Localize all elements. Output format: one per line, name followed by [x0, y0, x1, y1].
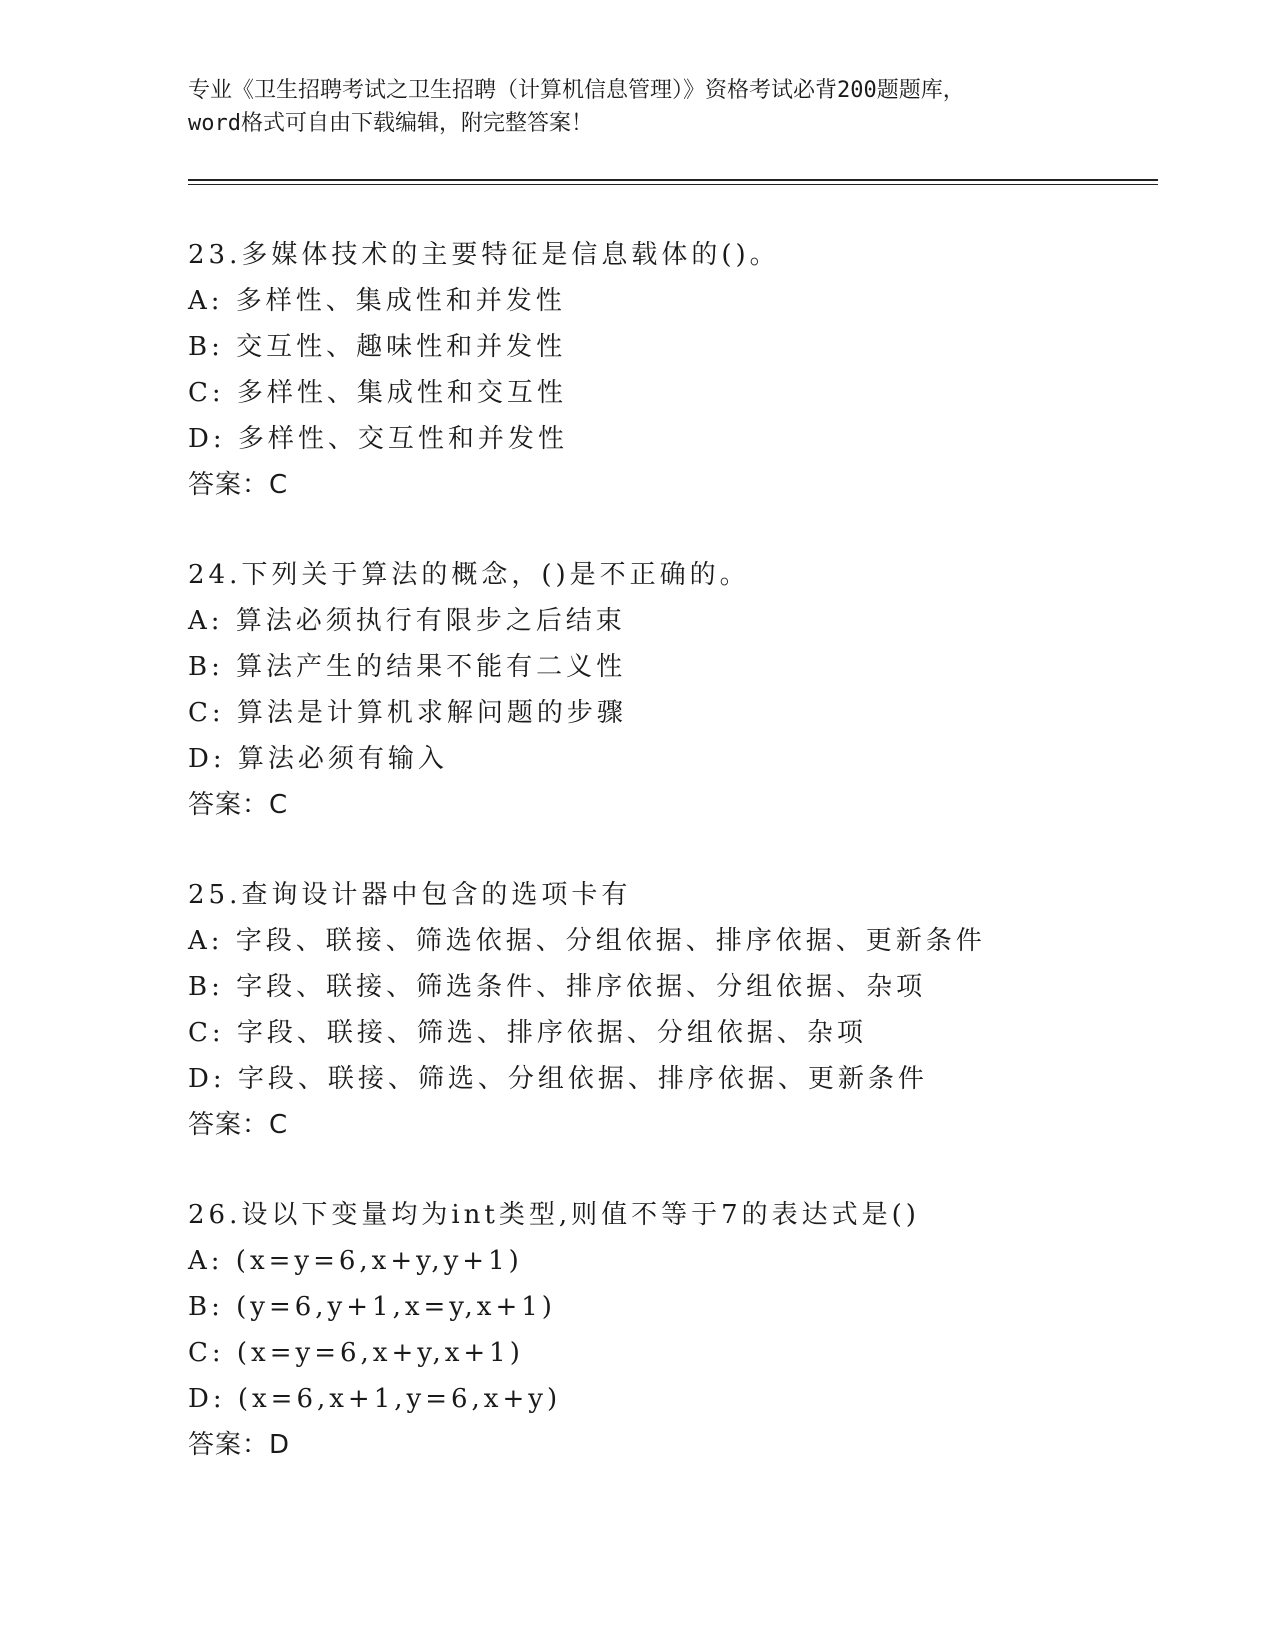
answer-text: 答案：C — [188, 1110, 289, 1140]
option-d: D: 字段、联接、筛选、分组依据、排序依据、更新条件 — [188, 1064, 928, 1094]
option-c: C: (x=y=6,x+y,x+1) — [188, 1338, 524, 1368]
header-title-line-2: word格式可自由下载编辑，附完整答案！ — [188, 111, 593, 136]
option-a: A: 算法必须执行有限步之后结束 — [188, 606, 626, 636]
question-stem: 24.下列关于算法的概念，()是不正确的。 — [188, 560, 750, 590]
option-b: B: 字段、联接、筛选条件、排序依据、分组依据、杂项 — [188, 972, 927, 1002]
option-d: D: 多样性、交互性和并发性 — [188, 424, 568, 454]
question-stem: 23.多媒体技术的主要特征是信息载体的()。 — [188, 240, 780, 270]
option-a: A: (x=y=6,x+y,y+1) — [188, 1246, 523, 1276]
answer-text: 答案：C — [188, 470, 289, 500]
header-title-line-1: 专业《卫生招聘考试之卫生招聘（计算机信息管理）》资格考试必背200题题库， — [188, 78, 965, 103]
option-d: D: 算法必须有输入 — [188, 744, 448, 774]
option-a: A: 字段、联接、筛选依据、分组依据、排序依据、更新条件 — [188, 926, 986, 956]
question-25 — [188, 872, 1188, 1192]
question-stem: 25.查询设计器中包含的选项卡有 — [188, 880, 632, 910]
question-26 — [188, 1192, 1188, 1512]
header-divider-thin — [188, 184, 1158, 185]
option-b: B: (y=6,y+1,x=y,x+1) — [188, 1292, 556, 1322]
option-b: B: 算法产生的结果不能有二义性 — [188, 652, 627, 682]
question-23 — [188, 232, 1188, 552]
option-c: C: 多样性、集成性和交互性 — [188, 378, 567, 408]
question-24 — [188, 552, 1188, 872]
answer-text: 答案：C — [188, 790, 289, 820]
option-a: A: 多样性、集成性和并发性 — [188, 286, 566, 316]
answer-text: 答案：D — [188, 1430, 291, 1460]
option-b: B: 交互性、趣味性和并发性 — [188, 332, 567, 362]
header-divider-thick — [188, 179, 1158, 181]
option-c: C: 字段、联接、筛选、排序依据、分组依据、杂项 — [188, 1018, 867, 1048]
question-stem: 26.设以下变量均为int类型,则值不等于7的表达式是() — [188, 1200, 920, 1230]
document-header — [188, 74, 1088, 140]
option-c: C: 算法是计算机求解问题的步骤 — [188, 698, 627, 728]
question-list — [188, 232, 1188, 1512]
option-d: D: (x=6,x+1,y=6,x+y) — [188, 1384, 562, 1414]
